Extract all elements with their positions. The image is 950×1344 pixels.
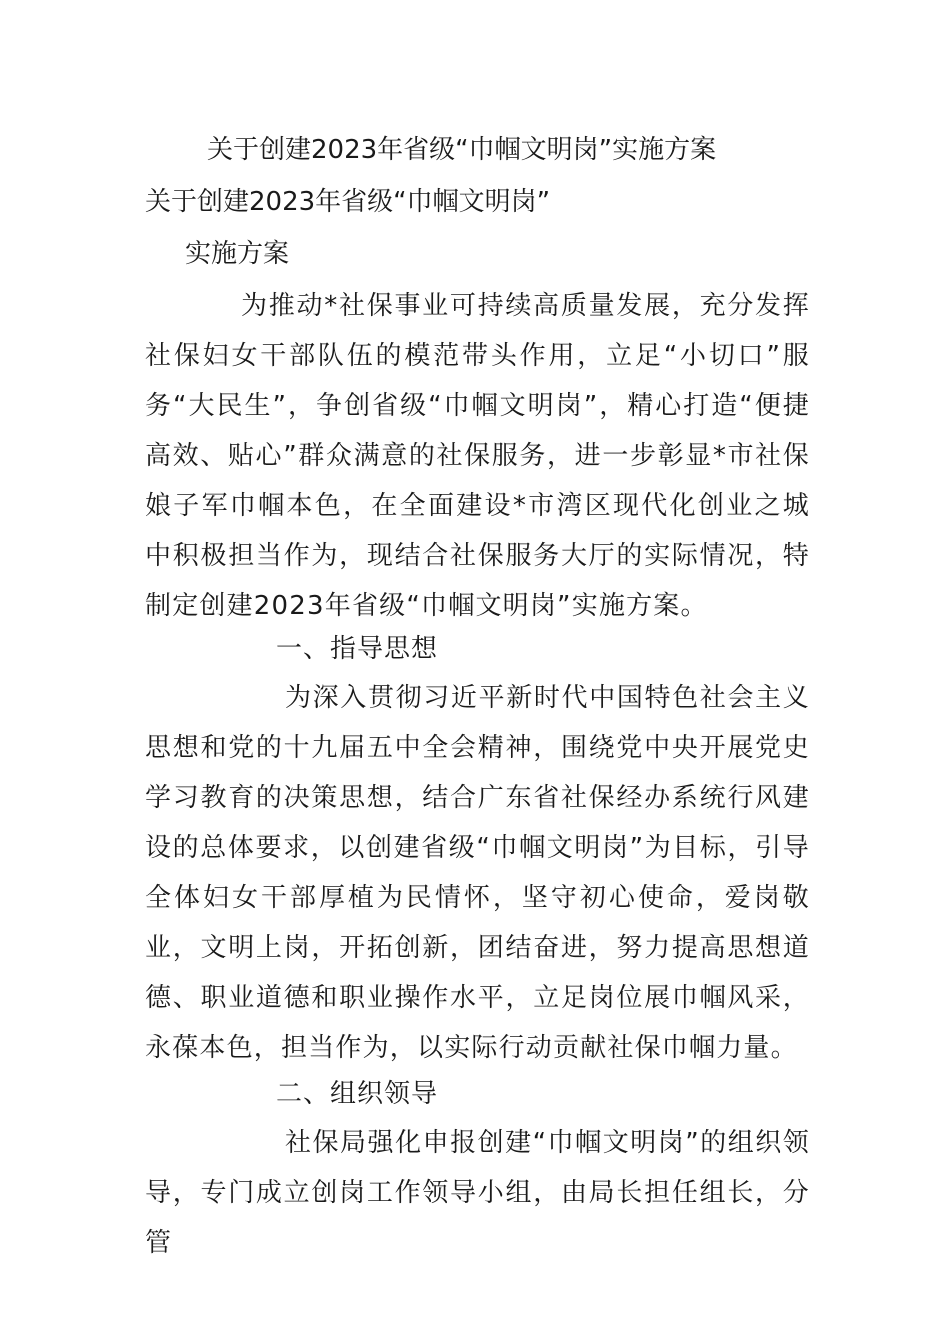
section-heading-guiding-ideology: 一、指导思想: [276, 634, 439, 664]
organization-paragraph: 社保局强化申报创建“巾帼文明岗”的组织领导，专门成立创岗工作领导小组，由局长担任组长，分管: [145, 1128, 810, 1258]
document-title: 关于创建2023年省级“巾帼文明岗”实施方案: [207, 135, 717, 165]
subtitle-line-1: 关于创建2023年省级“巾帼文明岗”: [145, 187, 551, 217]
section-heading-organization: 二、组织领导: [276, 1079, 439, 1109]
intro-paragraph: 为推动*社保事业可持续高质量发展，充分发挥社保妇女干部队伍的模范带头作用，立足“小切口”服务“大民生”，争创省级“巾帼文明岗”，精心打造“便捷高效、贴心”群众满意的社保服务，进一步彰显*市社保娘子军巾帼本色，在全面建设*市湾区现代化创业之城中积极担当作为，现结合社保服务大厅的实际情况，特制定创建2023年省级“巾帼文明岗”实施方案。: [145, 291, 810, 621]
guiding-ideology-paragraph: 为深入贯彻习近平新时代中国特色社会主义思想和党的十九届五中全会精神，围绕党中央开展党史学习教育的决策思想，结合广东省社保经办系统行风建设的总体要求，以创建省级“巾帼文明岗”为目标，引导全体妇女干部厚植为民情怀，坚守初心使命，爱岗敬业，文明上岗，开拓创新，团结奋进，努力提高思想道德、职业道德和职业操作水平，立足岗位展巾帼风采，永葆本色，担当作为，以实际行动贡献社保巾帼力量。: [145, 683, 810, 1063]
subtitle-line-2: 实施方案: [185, 239, 290, 269]
